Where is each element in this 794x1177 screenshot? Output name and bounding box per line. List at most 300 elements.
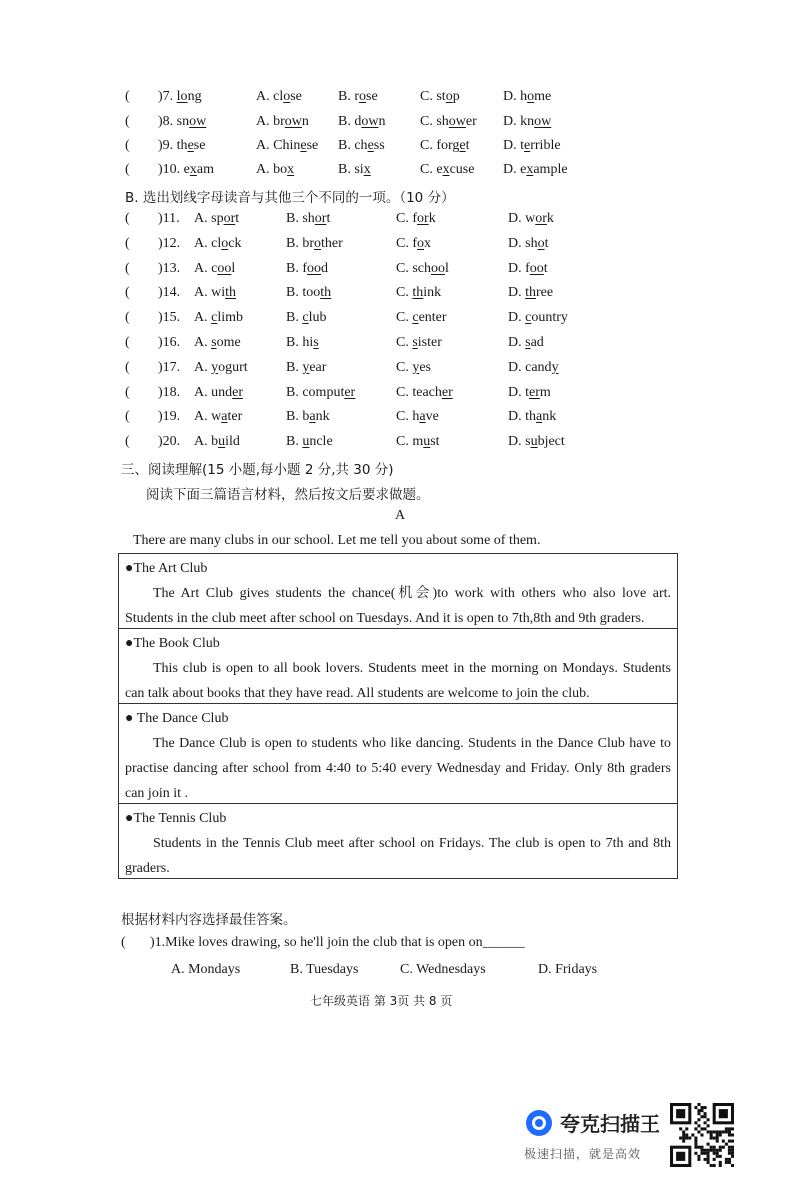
word-suffix: ck	[228, 235, 242, 251]
option-label: B.	[286, 409, 299, 425]
option-d[interactable]	[508, 261, 548, 277]
word-prefix: sh	[525, 235, 538, 251]
underlined-letters: x	[442, 162, 450, 177]
underlined-letters: or	[417, 211, 429, 226]
option-c[interactable]	[396, 285, 441, 301]
option-label: C.	[420, 114, 433, 129]
word-prefix: t	[525, 384, 530, 400]
word-suffix: ncle	[309, 434, 333, 450]
option-b[interactable]	[286, 360, 326, 376]
option-a[interactable]	[194, 310, 243, 326]
option-label: C.	[420, 89, 433, 104]
underlined-letters: e	[459, 138, 466, 153]
option-label: D.	[508, 260, 522, 276]
option-label: C.	[396, 310, 409, 326]
answer-paren[interactable]: (	[125, 285, 130, 301]
word-suffix: lub	[308, 310, 327, 326]
word-prefix: f	[412, 211, 418, 226]
answer-paren[interactable]: (	[125, 114, 130, 129]
word-prefix: forg	[436, 138, 460, 153]
word-suffix: er	[465, 114, 477, 129]
word-prefix: si	[354, 162, 364, 177]
underlined-letters: s	[525, 335, 531, 350]
word-prefix: b	[211, 434, 219, 450]
answer-paren[interactable]: (	[125, 138, 130, 153]
question-row	[0, 236, 794, 258]
word-prefix: bo	[273, 162, 288, 177]
option-c[interactable]	[396, 211, 436, 227]
word-prefix: cl	[211, 235, 222, 251]
option-b[interactable]	[286, 261, 328, 277]
underlined-letters: c	[211, 310, 218, 326]
question-row	[0, 434, 794, 456]
option-d[interactable]	[508, 385, 551, 401]
word-prefix: w	[525, 211, 536, 226]
option-b[interactable]	[286, 310, 326, 326]
option-label: A.	[194, 310, 208, 326]
option-label: C.	[396, 384, 409, 400]
underlined-letters: s	[211, 335, 217, 350]
option-label: C.	[396, 235, 409, 251]
answer-paren[interactable]: (	[125, 310, 130, 326]
question-number: )12.	[158, 235, 181, 251]
q1-option-c[interactable]: C. Wednesdays	[400, 962, 486, 977]
word-prefix: e	[436, 162, 443, 177]
underlined-letters: x	[189, 162, 197, 177]
word-suffix: n	[301, 114, 309, 129]
option-b[interactable]	[286, 409, 330, 425]
word-suffix: ng	[187, 89, 202, 104]
q1-stem: )1.Mike loves drawing, so he'll join the club that is open on______	[150, 935, 525, 950]
club-tennis	[119, 804, 677, 880]
option-label: C.	[420, 162, 433, 177]
option-a[interactable]	[194, 360, 248, 376]
underlined-letters: er	[232, 384, 244, 400]
question-num-text: )8.	[158, 114, 174, 129]
question-row	[0, 162, 794, 184]
option-label: A.	[194, 384, 208, 400]
word-suffix: ountry	[531, 310, 568, 326]
underlined-letters: y	[412, 359, 420, 375]
answer-paren[interactable]: (	[125, 89, 130, 104]
word-suffix: enter	[418, 310, 447, 326]
qr-code-icon	[670, 1103, 734, 1172]
underlined-letters: or	[223, 211, 236, 226]
word-prefix: und	[211, 384, 233, 400]
option-label: B.	[286, 384, 299, 400]
word-prefix: teach	[412, 384, 442, 400]
option-b[interactable]	[338, 89, 378, 105]
q1-option-d[interactable]: D. Fridays	[538, 962, 598, 977]
underlined-letters: e	[300, 138, 307, 153]
option-label: D.	[503, 114, 517, 129]
option-label: D.	[508, 235, 522, 251]
option-a[interactable]	[194, 236, 241, 252]
option-d[interactable]	[503, 162, 568, 178]
word-suffix: k	[428, 211, 436, 226]
option-label: D.	[508, 434, 522, 450]
question-row	[0, 310, 794, 332]
word-suffix: bject	[537, 434, 565, 450]
option-c[interactable]	[396, 310, 447, 326]
option-d[interactable]	[503, 114, 551, 130]
option-b[interactable]	[286, 285, 331, 301]
word-prefix: br	[273, 114, 285, 129]
underlined-letters: er	[344, 384, 356, 400]
underlined-letters: c	[302, 310, 309, 326]
underlined-letters: o	[445, 89, 453, 104]
option-label: C.	[420, 138, 433, 153]
word-suffix: ree	[536, 285, 554, 301]
question-row	[0, 285, 794, 307]
option-a[interactable]	[256, 89, 302, 105]
word-suffix: n	[378, 114, 386, 129]
word-prefix: br	[302, 235, 315, 251]
answer-paren[interactable]: (	[125, 434, 130, 450]
answer-paren[interactable]: (	[125, 211, 130, 226]
word-prefix: f	[412, 235, 418, 251]
word-prefix: Chin	[273, 138, 301, 153]
underlined-letters: c	[412, 310, 419, 326]
option-c[interactable]	[396, 385, 453, 401]
q1-option-a[interactable]: A. Mondays	[171, 962, 241, 977]
club-description: Students in the Tennis Club meet after school on Fridays. The club is open to 7th and 8th graders.	[125, 836, 671, 876]
option-label: C.	[396, 260, 409, 276]
word-suffix: st	[430, 434, 440, 450]
underlined-letters: u	[530, 434, 538, 450]
option-label: A.	[194, 409, 208, 425]
word-prefix: s	[525, 434, 531, 450]
word-prefix: cl	[273, 89, 284, 104]
option-d[interactable]	[503, 89, 551, 105]
word-suffix: ter	[227, 409, 243, 425]
option-label: B.	[338, 89, 351, 104]
choose-instruction: 根据材料内容选择最佳答案。	[121, 912, 297, 928]
question-number: )15.	[158, 310, 181, 326]
underlined-letters: e	[367, 138, 374, 153]
underlined-letters: er	[529, 384, 540, 400]
answer-paren[interactable]: (	[125, 235, 130, 251]
underlined-letters: th	[225, 285, 237, 301]
word-prefix: d	[354, 114, 362, 129]
option-c[interactable]	[396, 261, 449, 277]
word-prefix: r	[354, 89, 360, 104]
word-prefix: m	[412, 434, 424, 450]
option-c[interactable]	[396, 409, 439, 425]
option-label: A.	[256, 89, 270, 104]
option-b[interactable]	[338, 138, 385, 154]
passage-label: A	[395, 508, 406, 523]
club-description: The Dance Club is open to students who like dancing. Students in the Dance Club have to practise dancing after school from 4:40 to 5:40 every Wednesday and Friday. Only 8th graders can join it .	[125, 736, 671, 801]
question-number	[158, 114, 206, 130]
question-num-text: )7.	[158, 89, 174, 104]
option-c[interactable]	[420, 89, 460, 105]
word-prefix: comput	[302, 384, 345, 400]
question-row	[0, 261, 794, 283]
word-prefix: w	[211, 409, 222, 425]
underlined-letters: s	[412, 335, 418, 350]
question-number: )18.	[158, 384, 181, 400]
question-row	[0, 385, 794, 407]
option-a[interactable]	[194, 385, 243, 401]
option-label: D.	[503, 89, 517, 104]
answer-paren[interactable]: (	[125, 409, 130, 425]
underlined-letters: x	[363, 162, 371, 177]
word-suffix: nk	[315, 409, 330, 425]
word-suffix: ild	[225, 434, 240, 450]
question-number	[158, 162, 214, 178]
option-label: A.	[194, 260, 208, 276]
option-label: A.	[194, 211, 208, 226]
word-suffix: x	[424, 235, 432, 251]
word-suffix: l	[231, 260, 236, 276]
word-suffix: ss	[373, 138, 385, 153]
quark-logo-icon	[524, 1108, 554, 1143]
option-label: D.	[508, 211, 522, 226]
option-label: D.	[508, 310, 522, 326]
word-prefix: h	[520, 89, 528, 104]
underlined-letters: oo	[217, 260, 232, 276]
question-row	[0, 335, 794, 357]
club-name: ● The Dance Club	[125, 711, 229, 726]
option-b[interactable]	[286, 385, 355, 401]
option-label: B.	[338, 138, 351, 153]
q1-paren: (	[121, 935, 126, 950]
word-suffix: ogurt	[218, 359, 248, 375]
option-label: C.	[396, 335, 409, 350]
underlined-letters: e	[187, 138, 194, 153]
underlined-letters: x	[526, 162, 534, 177]
word-suffix: p	[452, 89, 460, 104]
option-label: C.	[396, 285, 409, 301]
club-name: ●The Art Club	[125, 561, 208, 576]
word-prefix: b	[302, 409, 310, 425]
option-d[interactable]	[508, 360, 559, 376]
option-d[interactable]	[508, 211, 554, 227]
word-suffix: me	[534, 89, 552, 104]
section3-instruction: 阅读下面三篇语言材料，然后按文后要求做题。	[146, 487, 430, 503]
word-prefix: hi	[302, 335, 314, 350]
option-label: A.	[194, 285, 208, 301]
word-suffix: t	[465, 138, 470, 153]
word-suffix: cuse	[449, 162, 475, 177]
option-label: D.	[508, 409, 522, 425]
underlined-letters: a	[221, 409, 228, 425]
watermark-slogan: 极速扫描，就是高效	[524, 1147, 642, 1161]
option-a[interactable]	[194, 409, 242, 425]
underlined-letters: o	[527, 89, 535, 104]
option-label: C.	[396, 409, 409, 425]
underlined-letters: a	[536, 409, 543, 425]
option-c[interactable]	[396, 360, 431, 376]
question-row	[0, 360, 794, 382]
option-b[interactable]	[338, 114, 385, 130]
option-c[interactable]	[396, 236, 431, 252]
question-number: )16.	[158, 335, 181, 350]
option-a[interactable]	[256, 138, 318, 154]
word-suffix: ample	[533, 162, 568, 177]
clubs-table	[118, 553, 678, 879]
option-label: D.	[503, 162, 517, 177]
option-a[interactable]	[256, 114, 309, 130]
underlined-letters: e	[524, 138, 531, 153]
word-suffix: k	[546, 211, 554, 226]
passage-intro: There are many clubs in our school. Let me tell you about some of them.	[133, 533, 541, 548]
underlined-letters: oo	[431, 260, 446, 276]
club-art	[119, 554, 677, 629]
club-description: The Art Club gives students the chance(机会)to work with others who also love art. Students in the club meet after school on Tuesdays. And it is open to 7th,8th and 9th graders.	[125, 586, 671, 626]
word-suffix: am	[196, 162, 214, 177]
word-suffix: t	[235, 211, 240, 226]
question-number: )11.	[158, 211, 180, 226]
word-suffix: t	[544, 235, 549, 251]
option-d[interactable]	[508, 409, 556, 425]
option-a[interactable]	[194, 335, 241, 351]
word-suffix: m	[539, 384, 551, 400]
question-number	[158, 89, 202, 105]
option-label: A.	[256, 138, 270, 153]
word-suffix: ink	[423, 285, 442, 301]
word-prefix: th	[176, 138, 188, 153]
underlined-letters: ow	[448, 114, 466, 129]
underlined-letters: oo	[529, 260, 544, 276]
option-d[interactable]	[508, 236, 548, 252]
underlined-letters: u	[302, 434, 310, 450]
option-b[interactable]	[338, 162, 371, 178]
option-label: A.	[256, 162, 270, 177]
option-label: B.	[286, 285, 299, 301]
underlined-letters: o	[359, 89, 367, 104]
answer-paren[interactable]: (	[125, 359, 130, 375]
word-suffix: limb	[217, 310, 244, 326]
word-prefix: sh	[302, 211, 315, 226]
word-prefix: sp	[211, 211, 224, 226]
option-d[interactable]	[508, 335, 544, 351]
word-prefix: wi	[211, 285, 226, 301]
option-label: B.	[338, 114, 351, 129]
question-number: )13.	[158, 260, 181, 276]
word-suffix: es	[419, 359, 432, 375]
option-label: A.	[256, 114, 270, 129]
option-b[interactable]	[286, 236, 343, 252]
option-label: D.	[508, 384, 522, 400]
option-a[interactable]	[194, 434, 240, 450]
answer-paren[interactable]: (	[125, 335, 130, 350]
question-number: )17.	[158, 359, 181, 375]
word-suffix: ve	[425, 409, 439, 425]
option-label: C.	[396, 359, 409, 375]
question-num-text: )9.	[158, 138, 174, 153]
word-prefix: cand	[525, 359, 552, 375]
word-prefix: c	[211, 260, 218, 276]
underlined-letters: ow	[534, 114, 552, 129]
underlined-letters: c	[525, 310, 532, 326]
club-dance	[119, 704, 677, 804]
part-b-title: B. 选出划线字母读音与其他三个不同的一项。（10 分）	[125, 190, 455, 206]
option-a[interactable]	[194, 285, 236, 301]
option-c[interactable]	[396, 434, 440, 450]
word-suffix: ear	[309, 359, 327, 375]
word-prefix: h	[412, 409, 420, 425]
word-suffix: t	[326, 211, 331, 226]
word-suffix: l	[445, 260, 449, 276]
option-label: B.	[286, 310, 299, 326]
option-a[interactable]	[194, 261, 235, 277]
word-suffix: nk	[542, 409, 557, 425]
option-label: D.	[503, 138, 517, 153]
option-c[interactable]	[420, 138, 470, 154]
option-b[interactable]	[286, 335, 319, 351]
underlined-letters: u	[218, 434, 226, 450]
underlined-letters: o	[283, 89, 291, 104]
question-number: )19.	[158, 409, 181, 425]
option-d[interactable]	[503, 138, 561, 154]
answer-paren[interactable]: (	[125, 260, 130, 276]
word-prefix: f	[525, 260, 530, 276]
option-a[interactable]	[194, 211, 239, 227]
underlined-letters: u	[423, 434, 431, 450]
underlined-letters: y	[211, 359, 219, 375]
word-suffix: se	[290, 89, 302, 104]
option-d[interactable]	[508, 434, 565, 450]
option-label: D.	[508, 335, 522, 350]
option-label: D.	[508, 359, 522, 375]
question-number	[158, 138, 205, 154]
option-c[interactable]	[420, 114, 477, 130]
club-name: ●The Tennis Club	[125, 811, 227, 826]
word-prefix: kn	[520, 114, 535, 129]
underlined-letters: y	[551, 359, 559, 375]
word-prefix: e	[520, 162, 527, 177]
underlined-letters: o	[221, 235, 229, 251]
option-a[interactable]	[256, 162, 294, 178]
option-label: B.	[338, 162, 351, 177]
word-suffix: t	[543, 260, 548, 276]
option-label: C.	[396, 211, 409, 226]
question-row	[0, 409, 794, 431]
word-suffix: ister	[417, 335, 442, 350]
answer-paren[interactable]: (	[125, 384, 130, 400]
option-label: B.	[286, 211, 299, 226]
option-label: B.	[286, 260, 299, 276]
underlined-letters: a	[309, 409, 316, 425]
option-c[interactable]	[420, 162, 474, 178]
underlined-letters: ow	[284, 114, 302, 129]
word-prefix: t	[520, 138, 525, 153]
underlined-letters: er	[441, 384, 453, 400]
underlined-letters: y	[302, 359, 310, 375]
option-label: B.	[286, 359, 299, 375]
underlined-letters: x	[287, 162, 295, 177]
underlined-letters: or	[314, 211, 327, 226]
underlined-letters: lo	[176, 89, 188, 104]
word-suffix: rrible	[530, 138, 561, 153]
option-c[interactable]	[396, 335, 442, 351]
word-prefix: ch	[354, 138, 368, 153]
option-label: B.	[286, 434, 299, 450]
option-d[interactable]	[508, 310, 568, 326]
answer-paren[interactable]: (	[125, 162, 130, 177]
option-b[interactable]	[286, 211, 330, 227]
underlined-letters: th	[412, 285, 424, 301]
question-number: )20.	[158, 434, 181, 450]
word-suffix: d	[321, 260, 329, 276]
q1-option-b[interactable]: B. Tuesdays	[290, 962, 359, 977]
option-d[interactable]	[508, 285, 553, 301]
option-b[interactable]	[286, 434, 333, 450]
word-suffix: se	[193, 138, 206, 153]
word-suffix: se	[366, 89, 378, 104]
